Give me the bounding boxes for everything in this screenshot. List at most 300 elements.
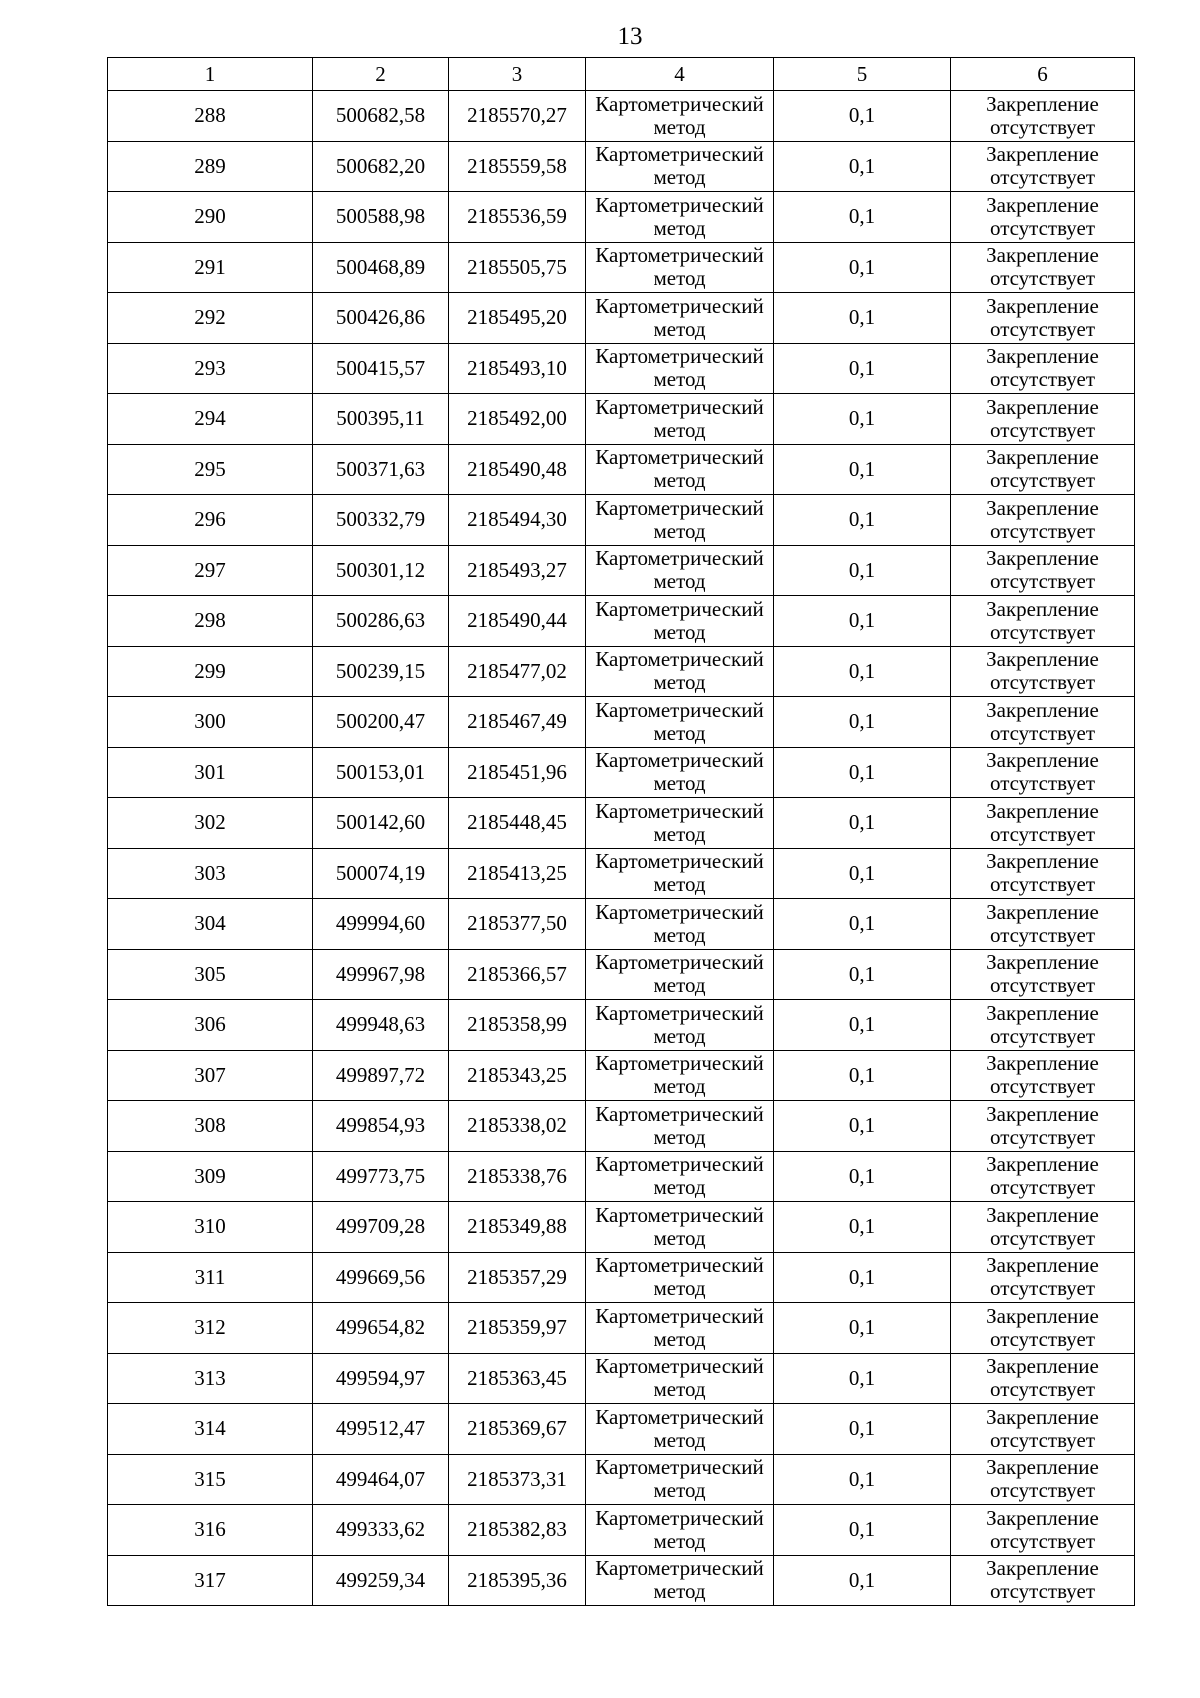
method-cell — [586, 394, 774, 445]
fixing-cell — [951, 1252, 1135, 1303]
point-number-cell: 309 — [108, 1151, 313, 1202]
fixing-cell-line1: Закрепление — [986, 748, 1099, 773]
method-cell-line1: Картометрический — [595, 1051, 764, 1076]
accuracy-cell: 0,1 — [774, 141, 951, 192]
method-cell-line2: метод — [653, 468, 706, 493]
fixing-cell-line2: отсутствует — [989, 1023, 1096, 1048]
method-cell — [586, 192, 774, 243]
fixing-cell — [951, 949, 1135, 1000]
point-number-cell: 303 — [108, 848, 313, 899]
x-coordinate-cell: 500200,47 — [313, 697, 449, 748]
fixing-cell — [951, 1555, 1135, 1606]
fixing-cell-line2: отсутствует — [989, 1124, 1096, 1149]
point-number-cell: 298 — [108, 596, 313, 647]
fixing-cell-line2: отсутствует — [989, 215, 1096, 240]
point-number-cell: 307 — [108, 1050, 313, 1101]
table-row — [108, 293, 1135, 344]
fixing-cell-line1: Закрепление — [986, 1455, 1099, 1480]
table-row — [108, 1151, 1135, 1202]
x-coordinate-cell: 500682,58 — [313, 91, 449, 142]
method-cell-line1: Картометрический — [595, 950, 764, 975]
accuracy-cell: 0,1 — [774, 1505, 951, 1556]
table-row — [108, 192, 1135, 243]
fixing-cell-line2: отсутствует — [989, 973, 1096, 998]
coordinates-table — [107, 57, 1135, 1606]
fixing-cell — [951, 1101, 1135, 1152]
method-cell — [586, 91, 774, 142]
fixing-cell — [951, 1353, 1135, 1404]
x-coordinate-cell: 500395,11 — [313, 394, 449, 445]
y-coordinate-cell: 2185490,48 — [449, 444, 586, 495]
method-cell — [586, 798, 774, 849]
table-row — [108, 141, 1135, 192]
y-coordinate-cell: 2185492,00 — [449, 394, 586, 445]
method-cell — [586, 1454, 774, 1505]
method-cell — [586, 545, 774, 596]
method-cell-line2: метод — [653, 1225, 706, 1250]
y-coordinate-cell: 2185338,02 — [449, 1101, 586, 1152]
y-coordinate-cell: 2185505,75 — [449, 242, 586, 293]
method-cell — [586, 697, 774, 748]
y-coordinate-cell: 2185382,83 — [449, 1505, 586, 1556]
fixing-cell-line2: отсутствует — [989, 1528, 1096, 1553]
point-number-cell: 299 — [108, 646, 313, 697]
method-cell-line2: метод — [653, 1528, 706, 1553]
y-coordinate-cell: 2185369,67 — [449, 1404, 586, 1455]
method-cell-line1: Картометрический — [595, 1202, 764, 1227]
fixing-cell-line2: отсутствует — [989, 468, 1096, 493]
fixing-cell-line1: Закрепление — [986, 596, 1099, 621]
method-cell-line1: Картометрический — [595, 293, 764, 318]
method-cell — [586, 848, 774, 899]
fixing-cell-line1: Закрепление — [986, 243, 1099, 268]
fixing-cell — [951, 91, 1135, 142]
table-row — [108, 848, 1135, 899]
point-number-cell: 289 — [108, 141, 313, 192]
method-cell — [586, 495, 774, 546]
fixing-cell-line2: отсутствует — [989, 114, 1096, 139]
x-coordinate-cell: 500426,86 — [313, 293, 449, 344]
method-cell — [586, 293, 774, 344]
point-number-cell: 315 — [108, 1454, 313, 1505]
x-coordinate-cell: 499854,93 — [313, 1101, 449, 1152]
x-coordinate-cell: 500332,79 — [313, 495, 449, 546]
header-cell-5: 5 — [774, 58, 951, 91]
accuracy-cell: 0,1 — [774, 343, 951, 394]
fixing-cell-line2: отсутствует — [989, 619, 1096, 644]
table-row — [108, 596, 1135, 647]
x-coordinate-cell: 499464,07 — [313, 1454, 449, 1505]
table-row — [108, 343, 1135, 394]
fixing-cell-line2: отсутствует — [989, 1478, 1096, 1503]
table-row — [108, 91, 1135, 142]
y-coordinate-cell: 2185359,97 — [449, 1303, 586, 1354]
x-coordinate-cell: 500301,12 — [313, 545, 449, 596]
point-number-cell: 316 — [108, 1505, 313, 1556]
accuracy-cell: 0,1 — [774, 1050, 951, 1101]
fixing-cell — [951, 848, 1135, 899]
point-number-cell: 288 — [108, 91, 313, 142]
method-cell-line2: метод — [653, 367, 706, 392]
method-cell — [586, 1202, 774, 1253]
fixing-cell-line1: Закрепление — [986, 445, 1099, 470]
accuracy-cell: 0,1 — [774, 848, 951, 899]
method-cell-line1: Картометрический — [595, 1000, 764, 1025]
method-cell-line1: Картометрический — [595, 243, 764, 268]
method-cell-line2: метод — [653, 973, 706, 998]
method-cell — [586, 1303, 774, 1354]
point-number-cell: 291 — [108, 242, 313, 293]
y-coordinate-cell: 2185559,58 — [449, 141, 586, 192]
fixing-cell-line1: Закрепление — [986, 1101, 1099, 1126]
method-cell — [586, 1252, 774, 1303]
y-coordinate-cell: 2185494,30 — [449, 495, 586, 546]
method-cell-line1: Картометрический — [595, 697, 764, 722]
x-coordinate-cell: 499654,82 — [313, 1303, 449, 1354]
method-cell-line1: Картометрический — [595, 1505, 764, 1530]
fixing-cell — [951, 1000, 1135, 1051]
table-row — [108, 697, 1135, 748]
fixing-cell — [951, 1505, 1135, 1556]
method-cell-line2: метод — [653, 569, 706, 594]
table-row — [108, 242, 1135, 293]
fixing-cell-line2: отсутствует — [989, 1074, 1096, 1099]
fixing-cell-line2: отсутствует — [989, 1225, 1096, 1250]
x-coordinate-cell: 499259,34 — [313, 1555, 449, 1606]
fixing-cell-line2: отсутствует — [989, 821, 1096, 846]
y-coordinate-cell: 2185366,57 — [449, 949, 586, 1000]
accuracy-cell: 0,1 — [774, 798, 951, 849]
method-cell-line1: Картометрический — [595, 798, 764, 823]
method-cell — [586, 949, 774, 1000]
point-number-cell: 310 — [108, 1202, 313, 1253]
point-number-cell: 312 — [108, 1303, 313, 1354]
fixing-cell — [951, 545, 1135, 596]
accuracy-cell: 0,1 — [774, 747, 951, 798]
method-cell-line1: Картометрический — [595, 142, 764, 167]
fixing-cell-line2: отсутствует — [989, 922, 1096, 947]
x-coordinate-cell: 500371,63 — [313, 444, 449, 495]
table-row — [108, 1555, 1135, 1606]
accuracy-cell: 0,1 — [774, 1454, 951, 1505]
x-coordinate-cell: 499594,97 — [313, 1353, 449, 1404]
fixing-cell-line1: Закрепление — [986, 495, 1099, 520]
method-cell-line1: Картометрический — [595, 445, 764, 470]
table-row — [108, 1505, 1135, 1556]
fixing-cell-line1: Закрепление — [986, 1354, 1099, 1379]
fixing-cell-line2: отсутствует — [989, 872, 1096, 897]
method-cell-line2: метод — [653, 619, 706, 644]
accuracy-cell: 0,1 — [774, 394, 951, 445]
accuracy-cell: 0,1 — [774, 91, 951, 142]
method-cell — [586, 596, 774, 647]
fixing-cell-line1: Закрепление — [986, 1303, 1099, 1328]
method-cell-line1: Картометрический — [595, 1455, 764, 1480]
x-coordinate-cell: 500074,19 — [313, 848, 449, 899]
point-number-cell: 311 — [108, 1252, 313, 1303]
table-row — [108, 899, 1135, 950]
y-coordinate-cell: 2185377,50 — [449, 899, 586, 950]
method-cell-line1: Картометрический — [595, 899, 764, 924]
point-number-cell: 296 — [108, 495, 313, 546]
fixing-cell-line2: отсутствует — [989, 569, 1096, 594]
method-cell-line2: метод — [653, 872, 706, 897]
method-cell-line1: Картометрический — [595, 1253, 764, 1278]
fixing-cell-line1: Закрепление — [986, 1556, 1099, 1581]
point-number-cell: 295 — [108, 444, 313, 495]
accuracy-cell: 0,1 — [774, 949, 951, 1000]
x-coordinate-cell: 500468,89 — [313, 242, 449, 293]
y-coordinate-cell: 2185448,45 — [449, 798, 586, 849]
method-cell-line2: метод — [653, 1175, 706, 1200]
fixing-cell — [951, 394, 1135, 445]
x-coordinate-cell: 499994,60 — [313, 899, 449, 950]
fixing-cell-line1: Закрепление — [986, 1152, 1099, 1177]
method-cell-line1: Картометрический — [595, 849, 764, 874]
method-cell — [586, 444, 774, 495]
point-number-cell: 317 — [108, 1555, 313, 1606]
fixing-cell-line1: Закрепление — [986, 697, 1099, 722]
point-number-cell: 293 — [108, 343, 313, 394]
accuracy-cell: 0,1 — [774, 697, 951, 748]
method-cell-line1: Картометрический — [595, 394, 764, 419]
fixing-cell — [951, 646, 1135, 697]
method-cell-line2: метод — [653, 114, 706, 139]
method-cell — [586, 747, 774, 798]
point-number-cell: 292 — [108, 293, 313, 344]
method-cell — [586, 1404, 774, 1455]
fixing-cell-line1: Закрепление — [986, 192, 1099, 217]
header-cell-1: 1 — [108, 58, 313, 91]
fixing-cell-line2: отсутствует — [989, 518, 1096, 543]
fixing-cell-line2: отсутствует — [989, 670, 1096, 695]
x-coordinate-cell: 500239,15 — [313, 646, 449, 697]
y-coordinate-cell: 2185338,76 — [449, 1151, 586, 1202]
method-cell-line2: метод — [653, 266, 706, 291]
y-coordinate-cell: 2185349,88 — [449, 1202, 586, 1253]
table-header-row — [108, 58, 1135, 91]
point-number-cell: 306 — [108, 1000, 313, 1051]
y-coordinate-cell: 2185467,49 — [449, 697, 586, 748]
method-cell-line2: метод — [653, 1427, 706, 1452]
y-coordinate-cell: 2185490,44 — [449, 596, 586, 647]
table-row — [108, 394, 1135, 445]
fixing-cell-line1: Закрепление — [986, 1051, 1099, 1076]
header-cell-2: 2 — [313, 58, 449, 91]
x-coordinate-cell: 500153,01 — [313, 747, 449, 798]
y-coordinate-cell: 2185495,20 — [449, 293, 586, 344]
point-number-cell: 300 — [108, 697, 313, 748]
fixing-cell — [951, 697, 1135, 748]
method-cell-line1: Картометрический — [595, 596, 764, 621]
fixing-cell-line1: Закрепление — [986, 546, 1099, 571]
accuracy-cell: 0,1 — [774, 293, 951, 344]
method-cell-line2: метод — [653, 165, 706, 190]
method-cell-line2: метод — [653, 1074, 706, 1099]
method-cell-line2: метод — [653, 1326, 706, 1351]
fixing-cell-line1: Закрепление — [986, 849, 1099, 874]
fixing-cell-line2: отсутствует — [989, 720, 1096, 745]
fixing-cell — [951, 1151, 1135, 1202]
table-row — [108, 1353, 1135, 1404]
header-cell-4: 4 — [586, 58, 774, 91]
fixing-cell-line1: Закрепление — [986, 293, 1099, 318]
fixing-cell-line2: отсутствует — [989, 165, 1096, 190]
method-cell-line1: Картометрический — [595, 1101, 764, 1126]
point-number-cell: 305 — [108, 949, 313, 1000]
x-coordinate-cell: 500682,20 — [313, 141, 449, 192]
fixing-cell-line1: Закрепление — [986, 647, 1099, 672]
method-cell-line1: Картометрический — [595, 546, 764, 571]
x-coordinate-cell: 499333,62 — [313, 1505, 449, 1556]
x-coordinate-cell: 500415,57 — [313, 343, 449, 394]
method-cell-line2: метод — [653, 316, 706, 341]
method-cell-line1: Картометрический — [595, 91, 764, 116]
accuracy-cell: 0,1 — [774, 1000, 951, 1051]
y-coordinate-cell: 2185570,27 — [449, 91, 586, 142]
method-cell — [586, 141, 774, 192]
table-row — [108, 1404, 1135, 1455]
page-number: 13 — [617, 23, 643, 50]
method-cell-line2: метод — [653, 1124, 706, 1149]
fixing-cell-line1: Закрепление — [986, 1505, 1099, 1530]
method-cell-line1: Картометрический — [595, 1354, 764, 1379]
fixing-cell-line2: отсутствует — [989, 771, 1096, 796]
method-cell-line1: Картометрический — [595, 495, 764, 520]
fixing-cell — [951, 899, 1135, 950]
fixing-cell — [951, 596, 1135, 647]
fixing-cell-line2: отсутствует — [989, 417, 1096, 442]
fixing-cell-line1: Закрепление — [986, 1253, 1099, 1278]
method-cell-line1: Картометрический — [595, 1556, 764, 1581]
table-row — [108, 646, 1135, 697]
point-number-cell: 314 — [108, 1404, 313, 1455]
x-coordinate-cell: 499897,72 — [313, 1050, 449, 1101]
table-row — [108, 1454, 1135, 1505]
method-cell — [586, 1101, 774, 1152]
fixing-cell — [951, 242, 1135, 293]
y-coordinate-cell: 2185343,25 — [449, 1050, 586, 1101]
x-coordinate-cell: 500286,63 — [313, 596, 449, 647]
y-coordinate-cell: 2185536,59 — [449, 192, 586, 243]
x-coordinate-cell: 499773,75 — [313, 1151, 449, 1202]
accuracy-cell: 0,1 — [774, 1353, 951, 1404]
fixing-cell-line2: отсутствует — [989, 367, 1096, 392]
accuracy-cell: 0,1 — [774, 495, 951, 546]
fixing-cell-line2: отсутствует — [989, 1175, 1096, 1200]
method-cell-line1: Картометрический — [595, 1152, 764, 1177]
accuracy-cell: 0,1 — [774, 545, 951, 596]
table-row — [108, 949, 1135, 1000]
method-cell-line2: метод — [653, 922, 706, 947]
method-cell-line1: Картометрический — [595, 647, 764, 672]
method-cell-line2: метод — [653, 670, 706, 695]
fixing-cell-line1: Закрепление — [986, 950, 1099, 975]
y-coordinate-cell: 2185451,96 — [449, 747, 586, 798]
table-row — [108, 545, 1135, 596]
method-cell-line1: Картометрический — [595, 1404, 764, 1429]
accuracy-cell: 0,1 — [774, 1151, 951, 1202]
method-cell-line1: Картометрический — [595, 748, 764, 773]
fixing-cell-line1: Закрепление — [986, 798, 1099, 823]
accuracy-cell: 0,1 — [774, 1555, 951, 1606]
point-number-cell: 308 — [108, 1101, 313, 1152]
y-coordinate-cell: 2185493,27 — [449, 545, 586, 596]
table-row — [108, 747, 1135, 798]
table-row — [108, 1202, 1135, 1253]
y-coordinate-cell: 2185358,99 — [449, 1000, 586, 1051]
fixing-cell — [951, 1454, 1135, 1505]
point-number-cell: 304 — [108, 899, 313, 950]
fixing-cell-line2: отсутствует — [989, 266, 1096, 291]
method-cell-line2: метод — [653, 417, 706, 442]
x-coordinate-cell: 499948,63 — [313, 1000, 449, 1051]
y-coordinate-cell: 2185493,10 — [449, 343, 586, 394]
fixing-cell-line1: Закрепление — [986, 1404, 1099, 1429]
method-cell — [586, 1555, 774, 1606]
fixing-cell-line2: отсутствует — [989, 1427, 1096, 1452]
fixing-cell-line1: Закрепление — [986, 1202, 1099, 1227]
method-cell — [586, 899, 774, 950]
method-cell — [586, 242, 774, 293]
fixing-cell-line1: Закрепление — [986, 899, 1099, 924]
fixing-cell-line1: Закрепление — [986, 394, 1099, 419]
accuracy-cell: 0,1 — [774, 1101, 951, 1152]
method-cell — [586, 1050, 774, 1101]
fixing-cell-line1: Закрепление — [986, 142, 1099, 167]
accuracy-cell: 0,1 — [774, 1303, 951, 1354]
fixing-cell-line2: отсутствует — [989, 1326, 1096, 1351]
y-coordinate-cell: 2185413,25 — [449, 848, 586, 899]
method-cell-line1: Картометрический — [595, 344, 764, 369]
y-coordinate-cell: 2185395,36 — [449, 1555, 586, 1606]
accuracy-cell: 0,1 — [774, 1202, 951, 1253]
method-cell — [586, 1151, 774, 1202]
y-coordinate-cell: 2185357,29 — [449, 1252, 586, 1303]
fixing-cell — [951, 495, 1135, 546]
table-row — [108, 495, 1135, 546]
fixing-cell — [951, 293, 1135, 344]
method-cell-line2: метод — [653, 1579, 706, 1604]
fixing-cell-line2: отсутствует — [989, 1579, 1096, 1604]
fixing-cell — [951, 444, 1135, 495]
fixing-cell-line1: Закрепление — [986, 1000, 1099, 1025]
fixing-cell — [951, 192, 1135, 243]
method-cell-line2: метод — [653, 1478, 706, 1503]
x-coordinate-cell: 499967,98 — [313, 949, 449, 1000]
table-row — [108, 798, 1135, 849]
fixing-cell-line2: отсутствует — [989, 1276, 1096, 1301]
fixing-cell-line1: Закрепление — [986, 91, 1099, 116]
point-number-cell: 301 — [108, 747, 313, 798]
fixing-cell-line1: Закрепление — [986, 344, 1099, 369]
fixing-cell — [951, 747, 1135, 798]
x-coordinate-cell: 499669,56 — [313, 1252, 449, 1303]
y-coordinate-cell: 2185373,31 — [449, 1454, 586, 1505]
method-cell-line2: метод — [653, 1023, 706, 1048]
table-row — [108, 1050, 1135, 1101]
accuracy-cell: 0,1 — [774, 899, 951, 950]
table-row — [108, 1101, 1135, 1152]
x-coordinate-cell: 499512,47 — [313, 1404, 449, 1455]
method-cell-line1: Картометрический — [595, 192, 764, 217]
accuracy-cell: 0,1 — [774, 596, 951, 647]
fixing-cell — [951, 798, 1135, 849]
point-number-cell: 290 — [108, 192, 313, 243]
table-body — [108, 91, 1135, 1606]
accuracy-cell: 0,1 — [774, 444, 951, 495]
method-cell — [586, 343, 774, 394]
